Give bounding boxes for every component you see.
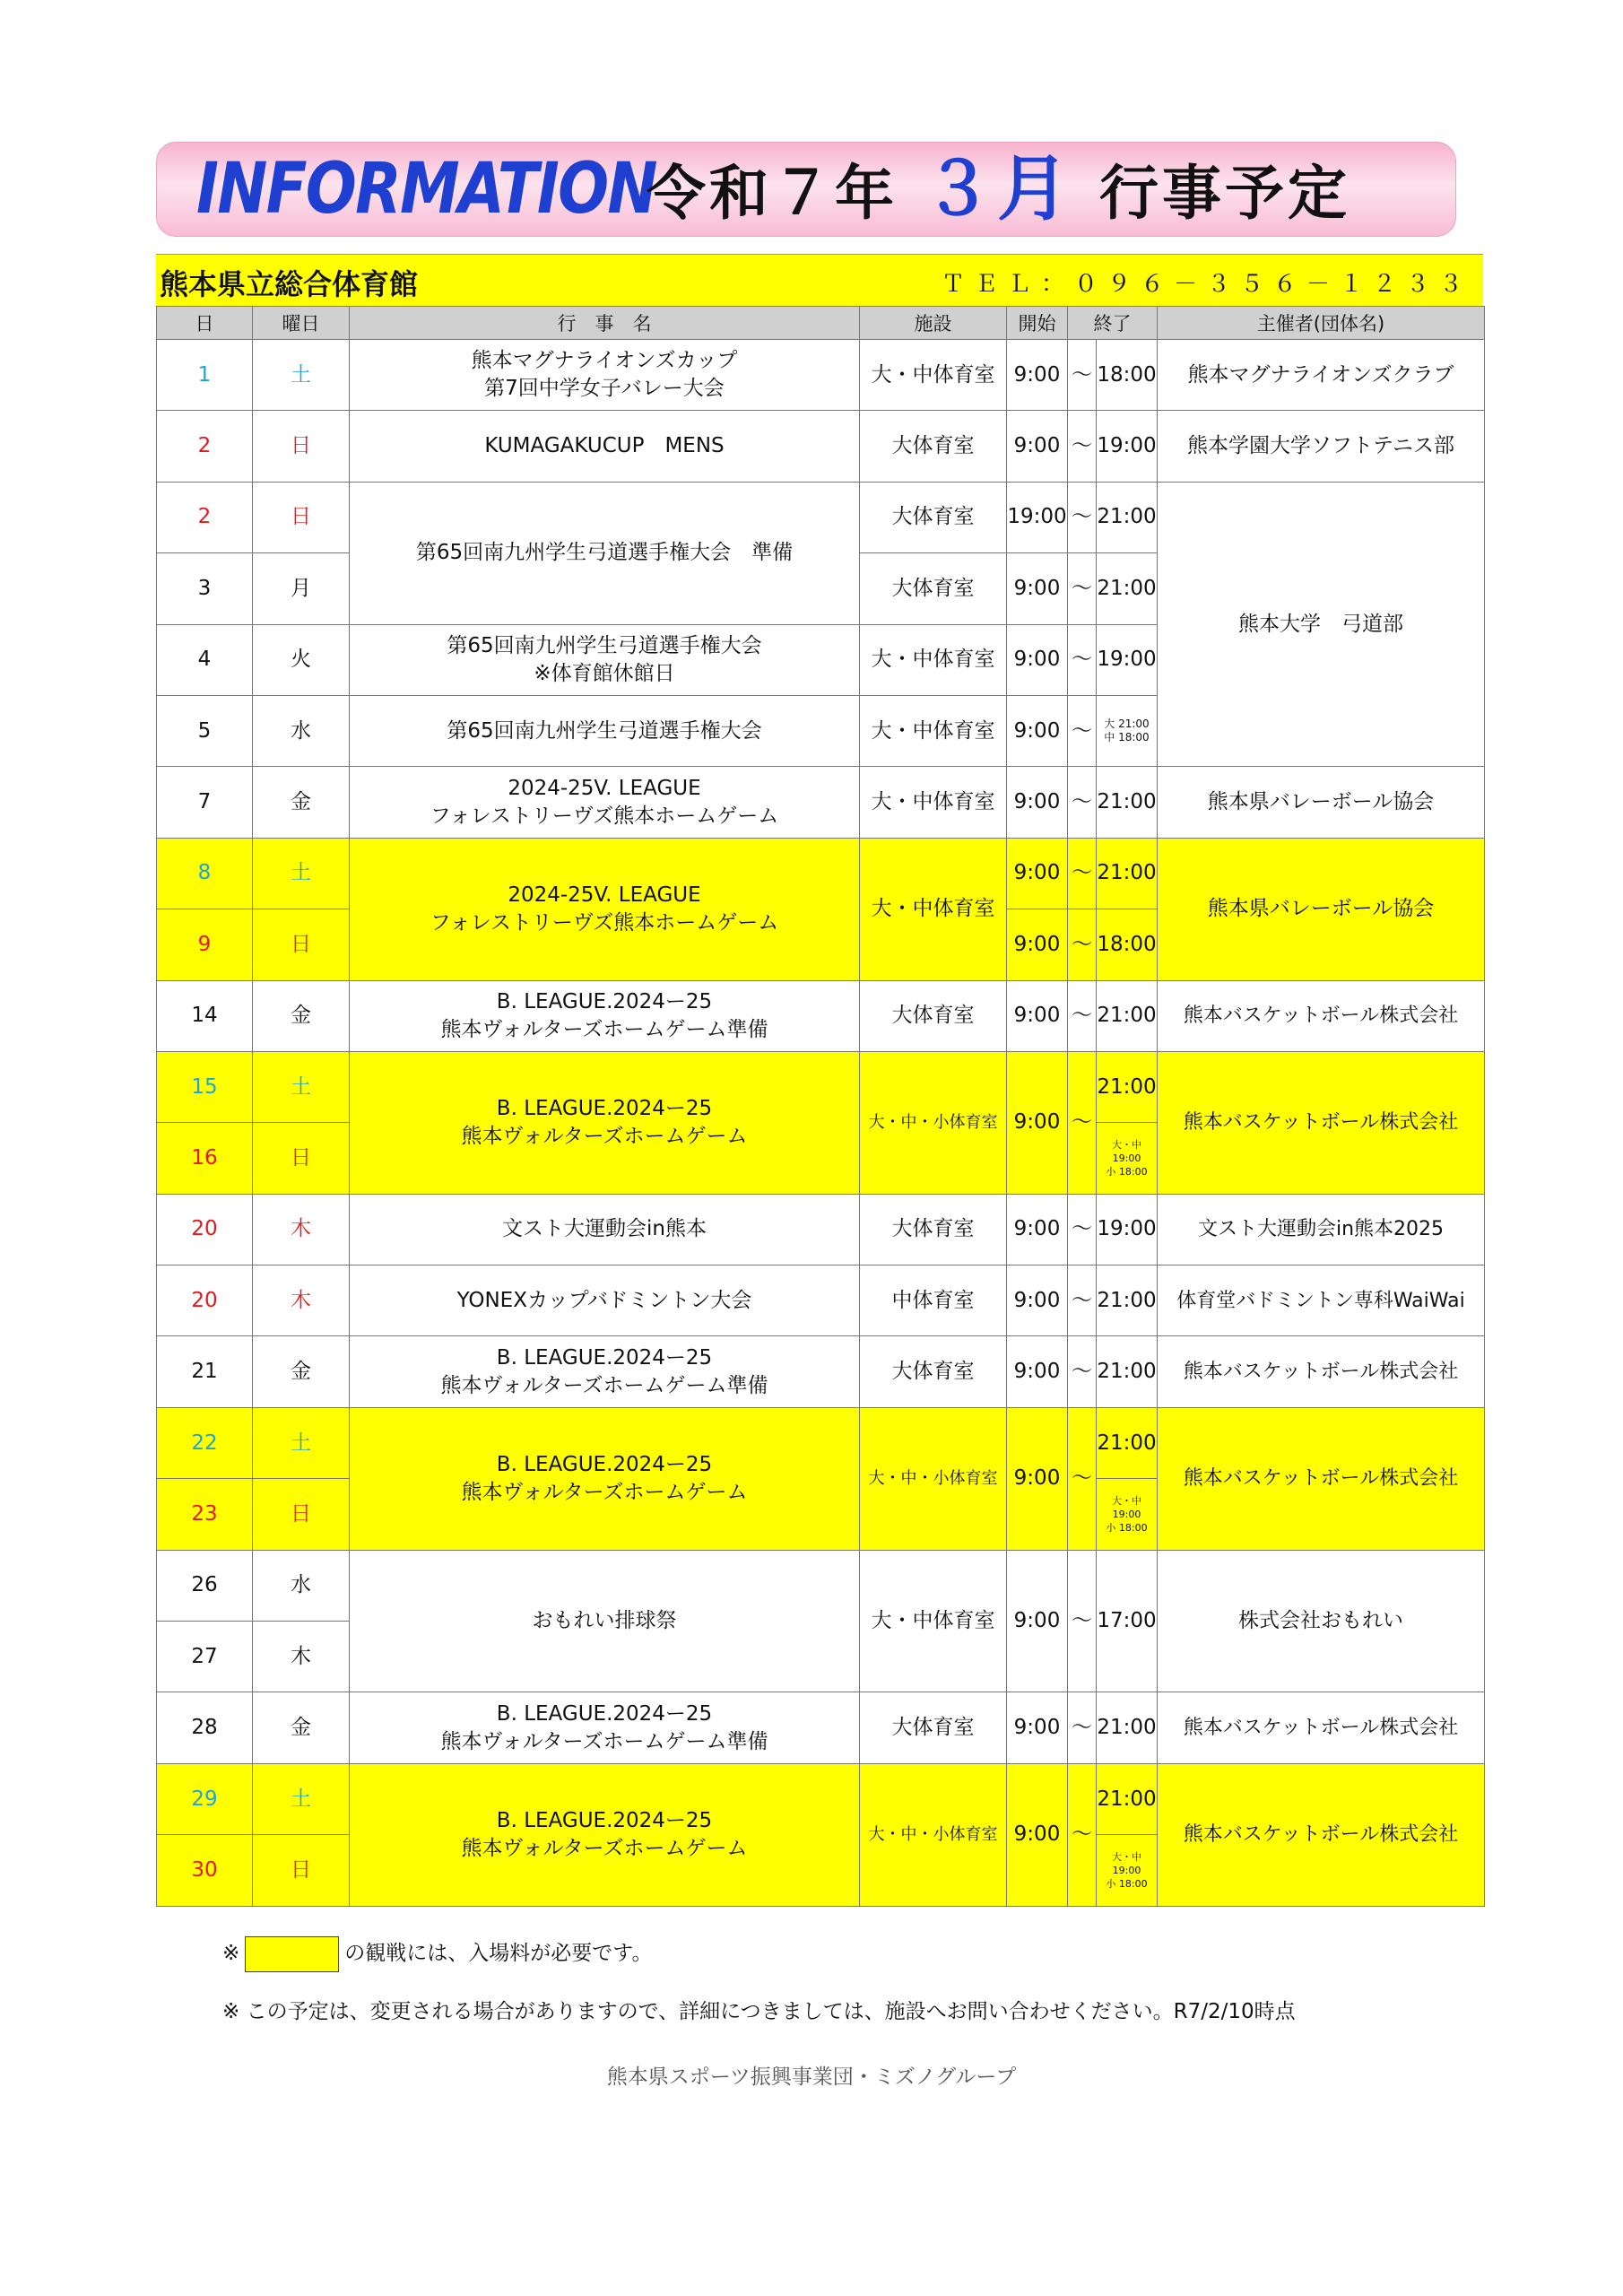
facility-cell: 大・中体育室 (860, 695, 1007, 766)
weekday-cell: 日 (253, 1479, 350, 1550)
end-cell: 21:00 (1097, 980, 1158, 1051)
day-cell: 23 (157, 1479, 253, 1550)
facility-cell: 大・中体育室 (860, 624, 1007, 695)
weekday-cell: 土 (253, 1763, 350, 1834)
start-cell: 9:00 (1007, 624, 1068, 695)
tilde-cell: ～ (1068, 1763, 1097, 1906)
day-cell: 15 (157, 1051, 253, 1122)
event-cell: 第65回南九州学生弓道選手権大会 (350, 695, 860, 766)
header-event: 行 事 名 (350, 307, 860, 340)
weekday-cell: 木 (253, 1265, 350, 1336)
organizer-cell: 熊本バスケットボール株式会社 (1158, 1763, 1485, 1906)
start-cell: 9:00 (1007, 1194, 1068, 1265)
facility-cell: 大・中体育室 (860, 340, 1007, 411)
header-weekday: 曜日 (253, 307, 350, 340)
weekday-cell: 土 (253, 1051, 350, 1122)
start-cell: 9:00 (1007, 340, 1068, 411)
start-cell: 9:00 (1007, 1550, 1068, 1692)
tilde-cell: ～ (1068, 340, 1097, 411)
end-time-large-middle-value: 19:00 (1112, 1864, 1141, 1876)
day-cell: 20 (157, 1194, 253, 1265)
day-cell: 30 (157, 1835, 253, 1906)
day-cell: 5 (157, 695, 253, 766)
tilde-cell: ～ (1068, 1051, 1097, 1194)
weekday-cell: 土 (253, 838, 350, 909)
event-line: 2024-25V. LEAGUE (508, 776, 701, 800)
tilde-cell: ～ (1068, 1550, 1097, 1692)
end-cell: 19:00 (1097, 1194, 1158, 1265)
table-row-paid (157, 1051, 1485, 1122)
end-cell: 21:00 (1097, 1407, 1158, 1478)
start-cell: 9:00 (1007, 553, 1068, 624)
event-cell: おもれい排球祭 (350, 1550, 860, 1692)
weekday-cell: 日 (253, 411, 350, 482)
day-cell: 22 (157, 1407, 253, 1478)
venue-phone: ＴＥＬ：０９６－３５６－１２３３ (941, 271, 1472, 298)
table-row (157, 1550, 1485, 1621)
start-cell: 9:00 (1007, 909, 1068, 980)
table-row-paid (157, 1407, 1485, 1478)
tilde-cell: ～ (1068, 1692, 1097, 1763)
organizer-cell: 熊本バスケットボール株式会社 (1158, 1692, 1485, 1763)
facility-cell: 大体育室 (860, 482, 1007, 552)
day-cell: 21 (157, 1336, 253, 1407)
facility-cell: 中体育室 (860, 1265, 1007, 1336)
weekday-cell: 金 (253, 767, 350, 838)
event-line: 熊本ヴォルターズホームゲーム準備 (440, 1017, 768, 1041)
start-cell: 9:00 (1007, 1407, 1068, 1550)
table-row (157, 767, 1485, 838)
start-cell: 9:00 (1007, 411, 1068, 482)
footer-organization: 熊本県スポーツ振興事業団・ミズノグループ (606, 2066, 1017, 2089)
event-line: 熊本ヴォルターズホームゲーム (461, 1836, 748, 1860)
organizer-cell: 熊本バスケットボール株式会社 (1158, 980, 1485, 1051)
end-cell: 19:00 (1097, 624, 1158, 695)
facility-cell: 大体育室 (860, 980, 1007, 1051)
facility-cell: 大・中体育室 (860, 838, 1007, 980)
event-schedule-table (156, 306, 1485, 1907)
organizer-cell: 熊本県バレーボール協会 (1158, 838, 1485, 980)
day-cell: 9 (157, 909, 253, 980)
weekday-cell: 日 (253, 1123, 350, 1194)
event-line: B. LEAGUE.2024ー25 (496, 1701, 713, 1726)
table-row (157, 340, 1485, 411)
facility-cell: 大・中・小体育室 (860, 1407, 1007, 1550)
event-line: ※体育館休館日 (534, 661, 675, 685)
admission-note-text: の観戦には、入場料が必要です。 (344, 1942, 653, 1965)
weekday-cell: 金 (253, 1692, 350, 1763)
table-row (157, 482, 1485, 552)
start-cell: 9:00 (1007, 1051, 1068, 1194)
event-cell (350, 767, 860, 838)
end-cell: 17:00 (1097, 1550, 1158, 1692)
event-line: 第65回南九州学生弓道選手権大会 (447, 633, 762, 657)
tilde-cell: ～ (1068, 838, 1097, 909)
facility-cell: 大体育室 (860, 411, 1007, 482)
end-cell (1097, 1479, 1158, 1550)
title-banner (156, 142, 1456, 237)
event-line: 熊本ヴォルターズホームゲーム (461, 1124, 748, 1148)
tilde-cell: ～ (1068, 695, 1097, 766)
header-organizer: 主催者(団体名) (1158, 307, 1485, 340)
day-cell: 14 (157, 980, 253, 1051)
table-header-row (157, 307, 1485, 340)
table-row (157, 411, 1485, 482)
event-line: B. LEAGUE.2024ー25 (496, 1452, 713, 1476)
end-time-large-middle: 大・中 (1112, 1494, 1141, 1507)
event-cell (350, 1051, 860, 1194)
tilde-cell: ～ (1068, 553, 1097, 624)
weekday-cell: 日 (253, 909, 350, 980)
organizer-cell: 株式会社おもれい (1158, 1550, 1485, 1692)
table-row (157, 980, 1485, 1051)
facility-cell: 大体育室 (860, 1194, 1007, 1265)
event-line: フォレストリーヴズ熊本ホームゲーム (430, 910, 779, 935)
end-time-large: 大 21:00 (1104, 718, 1150, 731)
start-cell: 9:00 (1007, 1763, 1068, 1906)
tilde-cell: ～ (1068, 767, 1097, 838)
venue-bar (156, 254, 1483, 307)
note-mark: ※ (222, 1942, 240, 1965)
start-cell: 9:00 (1007, 695, 1068, 766)
end-cell: 21:00 (1097, 1336, 1158, 1407)
event-line: B. LEAGUE.2024ー25 (496, 1096, 713, 1120)
weekday-cell: 土 (253, 1407, 350, 1478)
organizer-cell: 熊本バスケットボール株式会社 (1158, 1336, 1485, 1407)
organizer-cell: 熊本マグナライオンズクラブ (1158, 340, 1485, 411)
event-line: 第7回中学女子バレー大会 (484, 377, 725, 401)
start-cell: 9:00 (1007, 767, 1068, 838)
start-cell: 9:00 (1007, 1692, 1068, 1763)
tilde-cell: ～ (1068, 1194, 1097, 1265)
table-row (157, 1194, 1485, 1265)
information-logo: INFORMATION (196, 149, 656, 230)
end-time-small: 小 18:00 (1106, 1521, 1148, 1534)
tilde-cell: ～ (1068, 624, 1097, 695)
title-schedule: 行事予定 (1098, 159, 1350, 228)
header-start: 開始 (1007, 307, 1068, 340)
day-cell: 2 (157, 482, 253, 552)
event-cell: KUMAGAKUCUP MENS (350, 411, 860, 482)
end-cell: 21:00 (1097, 1265, 1158, 1336)
venue-name: 熊本県立総合体育館 (160, 267, 419, 301)
event-cell (350, 980, 860, 1051)
weekday-cell: 木 (253, 1194, 350, 1265)
header-end: 終了 (1068, 307, 1158, 340)
end-time-large-middle: 大・中 (1112, 1138, 1141, 1151)
start-cell: 9:00 (1007, 1336, 1068, 1407)
weekday-cell: 金 (253, 980, 350, 1051)
end-time-small: 小 18:00 (1106, 1877, 1148, 1890)
header-day: 日 (157, 307, 253, 340)
event-line: 熊本マグナライオンズカップ (471, 349, 738, 373)
facility-cell: 大体育室 (860, 553, 1007, 624)
end-time-small: 小 18:00 (1106, 1165, 1148, 1178)
table-row-paid (157, 1763, 1485, 1834)
day-cell: 7 (157, 767, 253, 838)
event-line: B. LEAGUE.2024ー25 (496, 1345, 713, 1370)
schedule-change-note: ※ この予定は、変更される場合がありますので、詳細につきましては、施設へお問い合わせください。R7/2/10時点 (222, 2000, 1296, 2023)
event-cell (350, 1336, 860, 1407)
facility-cell: 大体育室 (860, 1336, 1007, 1407)
facility-cell: 大・中体育室 (860, 1550, 1007, 1692)
end-cell (1097, 1123, 1158, 1194)
table-row (157, 1336, 1485, 1407)
day-cell: 27 (157, 1622, 253, 1692)
table-row (157, 1265, 1485, 1336)
end-time-middle: 中 18:00 (1104, 731, 1150, 744)
end-cell: 21:00 (1097, 553, 1158, 624)
weekday-cell: 日 (253, 482, 350, 552)
end-cell: 21:00 (1097, 838, 1158, 909)
start-cell: 19:00 (1007, 482, 1068, 552)
weekday-cell: 木 (253, 1622, 350, 1692)
end-cell: 21:00 (1097, 482, 1158, 552)
end-time-large-middle-value: 19:00 (1112, 1508, 1141, 1520)
event-line: B. LEAGUE.2024ー25 (496, 989, 713, 1013)
event-cell (350, 624, 860, 695)
organizer-cell: 熊本学園大学ソフトテニス部 (1158, 411, 1485, 482)
title-year: 令和７年 (647, 159, 898, 228)
event-line: 熊本ヴォルターズホームゲーム準備 (440, 1373, 768, 1397)
event-line: 熊本ヴォルターズホームゲーム準備 (440, 1729, 768, 1753)
header-facility: 施設 (860, 307, 1007, 340)
organizer-cell: 体育堂バドミントン専科WaiWai (1158, 1265, 1485, 1336)
admission-note (222, 1935, 652, 1972)
day-cell: 8 (157, 838, 253, 909)
weekday-cell: 金 (253, 1336, 350, 1407)
facility-cell: 大体育室 (860, 1692, 1007, 1763)
weekday-cell: 水 (253, 695, 350, 766)
tilde-cell: ～ (1068, 1336, 1097, 1407)
tilde-cell: ～ (1068, 980, 1097, 1051)
day-cell: 26 (157, 1550, 253, 1621)
event-cell: YONEXカップバドミントン大会 (350, 1265, 860, 1336)
day-cell: 2 (157, 411, 253, 482)
page-title (647, 148, 1350, 235)
day-cell: 28 (157, 1692, 253, 1763)
facility-cell: 大・中体育室 (860, 767, 1007, 838)
end-time-large-middle-value: 19:00 (1112, 1152, 1141, 1164)
weekday-cell: 日 (253, 1835, 350, 1906)
facility-cell: 大・中・小体育室 (860, 1763, 1007, 1906)
event-cell (350, 1407, 860, 1550)
end-cell (1097, 1835, 1158, 1906)
end-cell: 21:00 (1097, 767, 1158, 838)
event-cell (350, 1692, 860, 1763)
organizer-cell: 熊本バスケットボール株式会社 (1158, 1407, 1485, 1550)
day-cell: 4 (157, 624, 253, 695)
end-cell (1097, 695, 1158, 766)
event-line: B. LEAGUE.2024ー25 (496, 1808, 713, 1832)
organizer-cell: 熊本大学 弓道部 (1158, 482, 1485, 767)
end-cell: 18:00 (1097, 340, 1158, 411)
event-line: 熊本ヴォルターズホームゲーム (461, 1480, 748, 1504)
event-cell: 第65回南九州学生弓道選手権大会 準備 (350, 482, 860, 624)
day-cell: 29 (157, 1763, 253, 1834)
weekday-cell: 土 (253, 340, 350, 411)
organizer-cell: 文スト大運動会in熊本2025 (1158, 1194, 1485, 1265)
day-cell: 16 (157, 1123, 253, 1194)
weekday-cell: 月 (253, 553, 350, 624)
tilde-cell: ～ (1068, 482, 1097, 552)
organizer-cell: 熊本バスケットボール株式会社 (1158, 1051, 1485, 1194)
event-cell: 文スト大運動会in熊本 (350, 1194, 860, 1265)
start-cell: 9:00 (1007, 980, 1068, 1051)
day-cell: 20 (157, 1265, 253, 1336)
end-cell: 18:00 (1097, 909, 1158, 980)
end-cell: 21:00 (1097, 1763, 1158, 1834)
event-line: 2024-25V. LEAGUE (508, 883, 701, 907)
table-row (157, 1692, 1485, 1763)
tilde-cell: ～ (1068, 1265, 1097, 1336)
day-cell: 3 (157, 553, 253, 624)
start-cell: 9:00 (1007, 1265, 1068, 1336)
tilde-cell: ～ (1068, 1407, 1097, 1550)
end-cell: 19:00 (1097, 411, 1158, 482)
weekday-cell: 火 (253, 624, 350, 695)
end-time-large-middle: 大・中 (1112, 1850, 1141, 1863)
event-cell (350, 1763, 860, 1906)
end-cell: 21:00 (1097, 1692, 1158, 1763)
table-row-paid (157, 838, 1485, 909)
weekday-cell: 水 (253, 1550, 350, 1621)
event-cell (350, 838, 860, 980)
start-cell: 9:00 (1007, 838, 1068, 909)
event-cell (350, 340, 860, 411)
highlight-legend-swatch (245, 1936, 339, 1972)
day-cell: 1 (157, 340, 253, 411)
event-line: フォレストリーヴズ熊本ホームゲーム (430, 804, 779, 828)
organizer-cell: 熊本県バレーボール協会 (1158, 767, 1485, 838)
tilde-cell: ～ (1068, 909, 1097, 980)
tilde-cell: ～ (1068, 411, 1097, 482)
title-month: ３月 (921, 147, 1072, 230)
end-cell: 21:00 (1097, 1051, 1158, 1122)
facility-cell: 大・中・小体育室 (860, 1051, 1007, 1194)
